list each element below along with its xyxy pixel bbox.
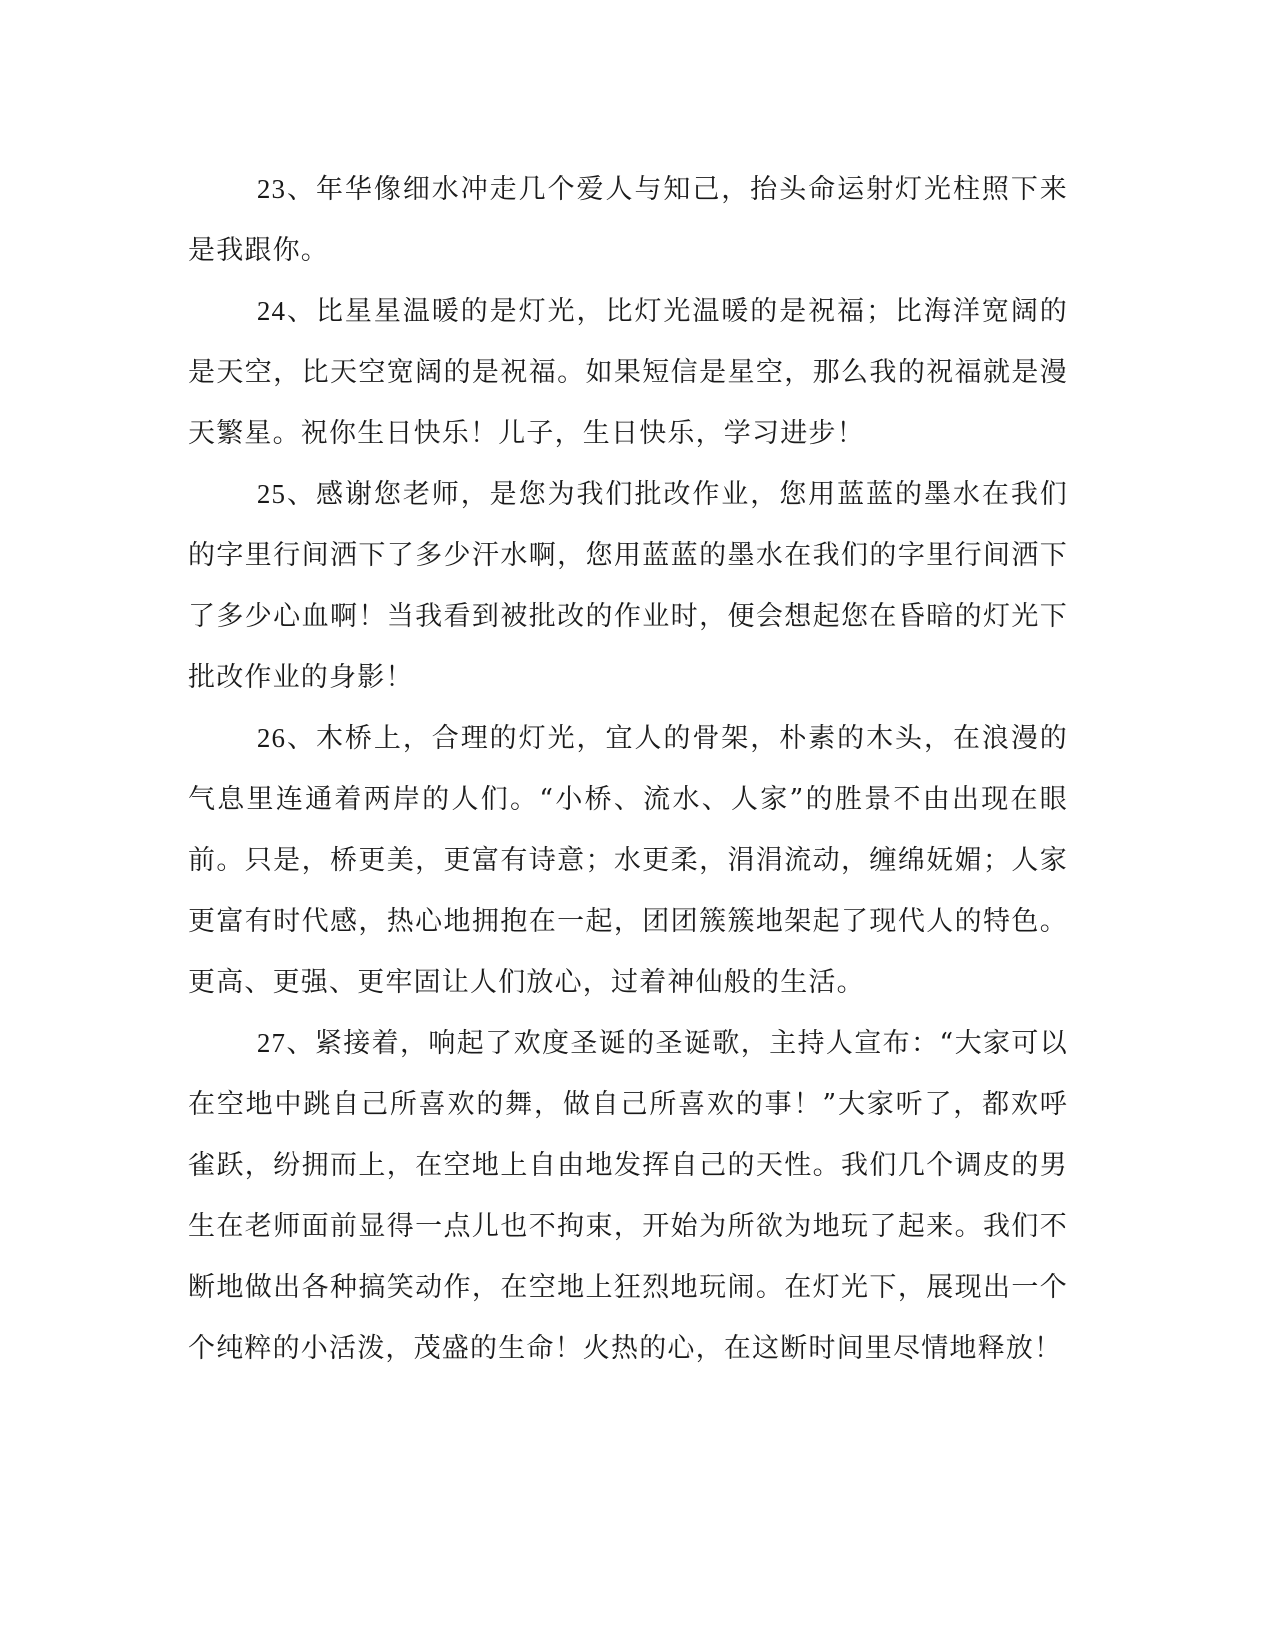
paragraph-text: 、紧接着，响起了欢度圣诞的圣诞歌，主持人宣布：“大家可以在空地中跳自己所喜欢的舞，做自己所喜欢的事！”大家听了，都欢呼雀跃，纷拥而上，在空地上自由地发挥自己的天性。我们几个调皮的男生在老师面前显得一点儿也不拘束，开始为所欲为地玩了起来。我们不断地做出各种搞笑动作，在空地上狂烈地玩闹。在灯光下，展现出一个个纯粹的小活泼，茂盛的生命！火热的心，在这断时间里尽情地释放！ xyxy=(188,1028,1068,1364)
paragraph-25 xyxy=(188,464,1068,708)
paragraph-23 xyxy=(188,159,1068,281)
paragraph-text: 、比星星温暖的是灯光，比灯光温暖的是祝福；比海洋宽阔的是天空，比天空宽阔的是祝福。如果短信是星空，那么我的祝福就是漫天繁星。祝你生日快乐！儿子，生日快乐，学习进步！ xyxy=(188,296,1068,449)
paragraph-27 xyxy=(188,1013,1068,1379)
paragraph-text: 、木桥上，合理的灯光，宜人的骨架，朴素的木头，在浪漫的气息里连通着两岸的人们。“小桥、流水、人家”的胜景不由出现在眼前。只是，桥更美，更富有诗意；水更柔，涓涓流动，缠绵妩媚；人家更富有时代感，热心地拥抱在一起，团团簇簇地架起了现代人的特色。更高、更强、更牢固让人们放心，过着神仙般的生活。 xyxy=(188,723,1068,998)
paragraph-number: 27 xyxy=(256,1028,287,1058)
paragraph-number: 26 xyxy=(256,723,287,753)
paragraph-26 xyxy=(188,708,1068,1013)
paragraph-number: 24 xyxy=(256,296,287,326)
paragraph-number: 25 xyxy=(256,479,287,509)
paragraph-text: 、感谢您老师，是您为我们批改作业，您用蓝蓝的墨水在我们的字里行间洒下了多少汗水啊，您用蓝蓝的墨水在我们的字里行间洒下了多少心血啊！当我看到被批改的作业时，便会想起您在昏暗的灯光下批改作业的身影！ xyxy=(188,479,1068,693)
paragraph-number: 23 xyxy=(256,174,287,204)
paragraph-24 xyxy=(188,281,1068,464)
paragraph-text: 、年华像细水冲走几个爱人与知己，抬头命运射灯光柱照下来是我跟你。 xyxy=(188,174,1068,266)
document-body xyxy=(188,159,1068,1379)
